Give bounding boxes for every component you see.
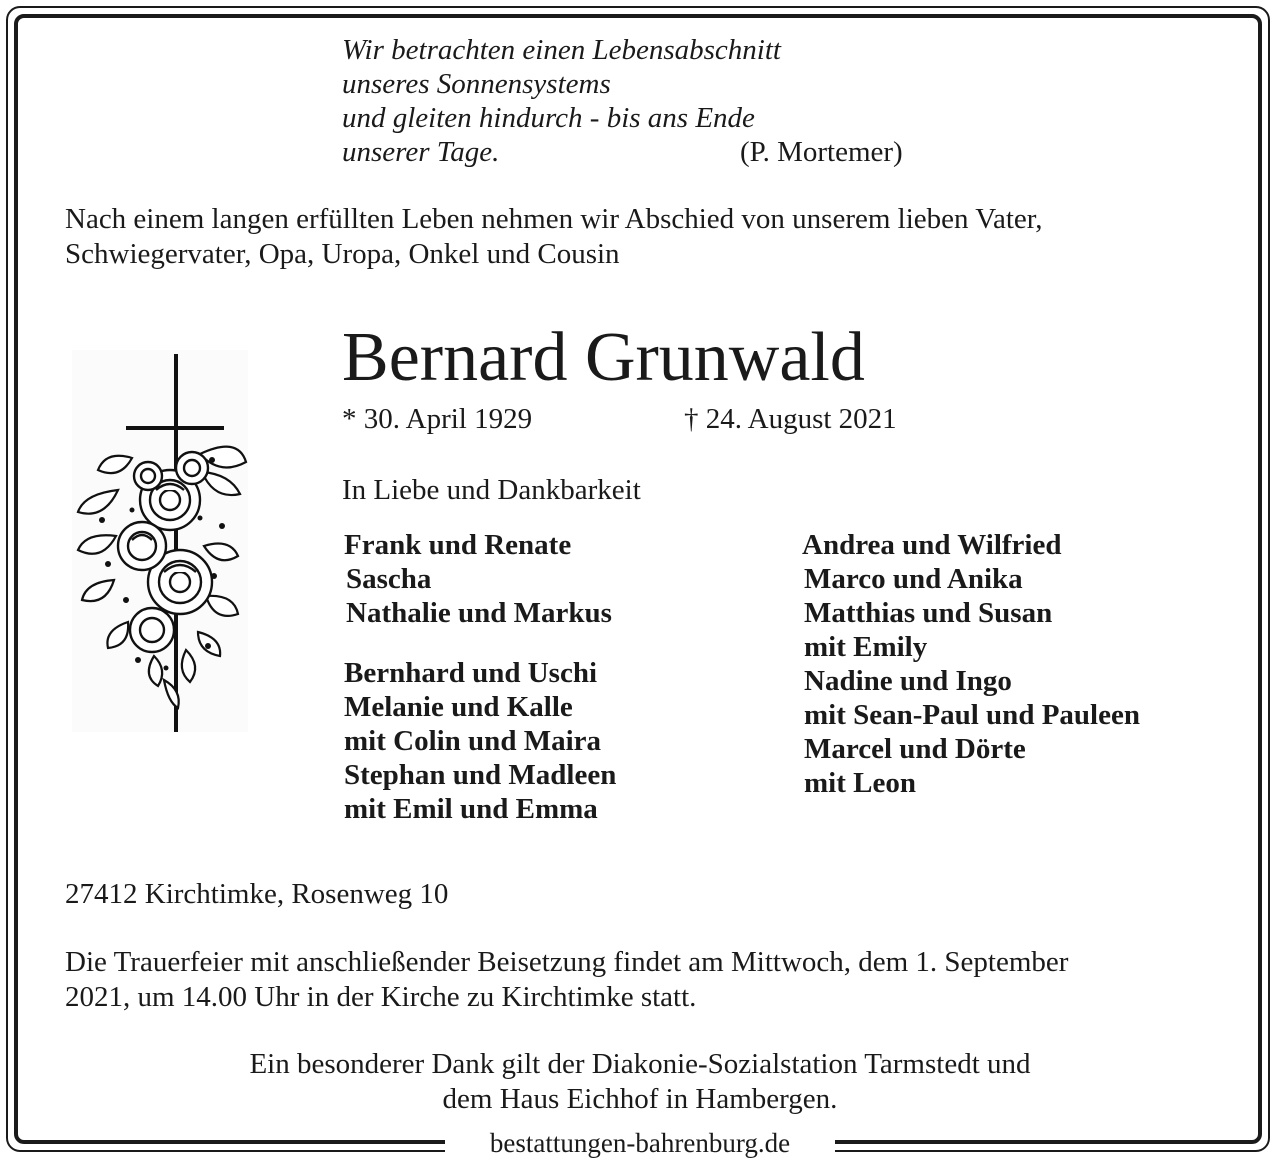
mourner-right-8: mit Leon: [804, 767, 916, 799]
mourner-left-1: Frank und Renate: [344, 529, 572, 561]
mourner-right-6: mit Sean-Paul und Pauleen: [804, 699, 1140, 731]
mourner-left-5: Melanie und Kalle: [344, 691, 573, 723]
intro-line-2: Schwiegervater, Opa, Uropa, Onkel und Cousin: [65, 238, 620, 270]
mourner-right-1: Andrea und Wilfried: [802, 529, 1062, 561]
mourner-left-6: mit Colin und Maira: [344, 725, 601, 757]
address: 27412 Kirchtimke, Rosenweg 10: [65, 878, 449, 910]
intro-line-1: Nach einem langen erfüllten Leben nehmen wir Abschied von unserem lieben Vater,: [65, 203, 1043, 235]
mourner-left-4: Bernhard und Uschi: [344, 657, 598, 689]
service-line-1: Die Trauerfeier mit anschließender Beisetzung findet am Mittwoch, dem 1. September: [65, 946, 1069, 978]
mourner-left-7: Stephan und Madleen: [344, 759, 617, 791]
service-line-2: 2021, um 14.00 Uhr in der Kirche zu Kirchtimke statt.: [65, 981, 697, 1013]
mourner-left-2: Sascha: [346, 563, 432, 595]
mourner-right-2: Marco und Anika: [804, 563, 1023, 595]
footer-website: bestattungen-bahrenburg.de: [489, 1128, 791, 1158]
mourner-left-3: Nathalie und Markus: [346, 597, 612, 629]
mourner-right-3: Matthias und Susan: [804, 597, 1053, 629]
mourner-left-8: mit Emil und Emma: [344, 793, 598, 825]
mourner-right-7: Marcel und Dörte: [804, 733, 1026, 765]
poem-author: (P. Mortemer): [740, 136, 903, 168]
mourner-right-4: mit Emily: [804, 631, 928, 663]
poem-line-3: und gleiten hindurch - bis ans Ende: [342, 102, 755, 134]
mourner-right-5: Nadine und Ingo: [804, 665, 1012, 697]
poem-line-4: unserer Tage.: [342, 136, 500, 168]
poem-line-2: unseres Sonnensystems: [342, 68, 611, 100]
birth-date: * 30. April 1929: [342, 403, 533, 435]
thanks-line-2: dem Haus Eichhof in Hambergen.: [442, 1083, 838, 1115]
death-date: † 24. August 2021: [684, 403, 897, 435]
thanks-line-1: Ein besonderer Dank gilt der Diakonie-Sozialstation Tarmstedt und: [249, 1048, 1031, 1080]
mourning-phrase: In Liebe und Dankbarkeit: [342, 474, 641, 506]
cross-with-roses-icon: [72, 350, 248, 732]
deceased-name: Bernard Grunwald: [342, 319, 865, 396]
poem-line-1: Wir betrachten einen Lebensabschnitt: [342, 34, 781, 66]
